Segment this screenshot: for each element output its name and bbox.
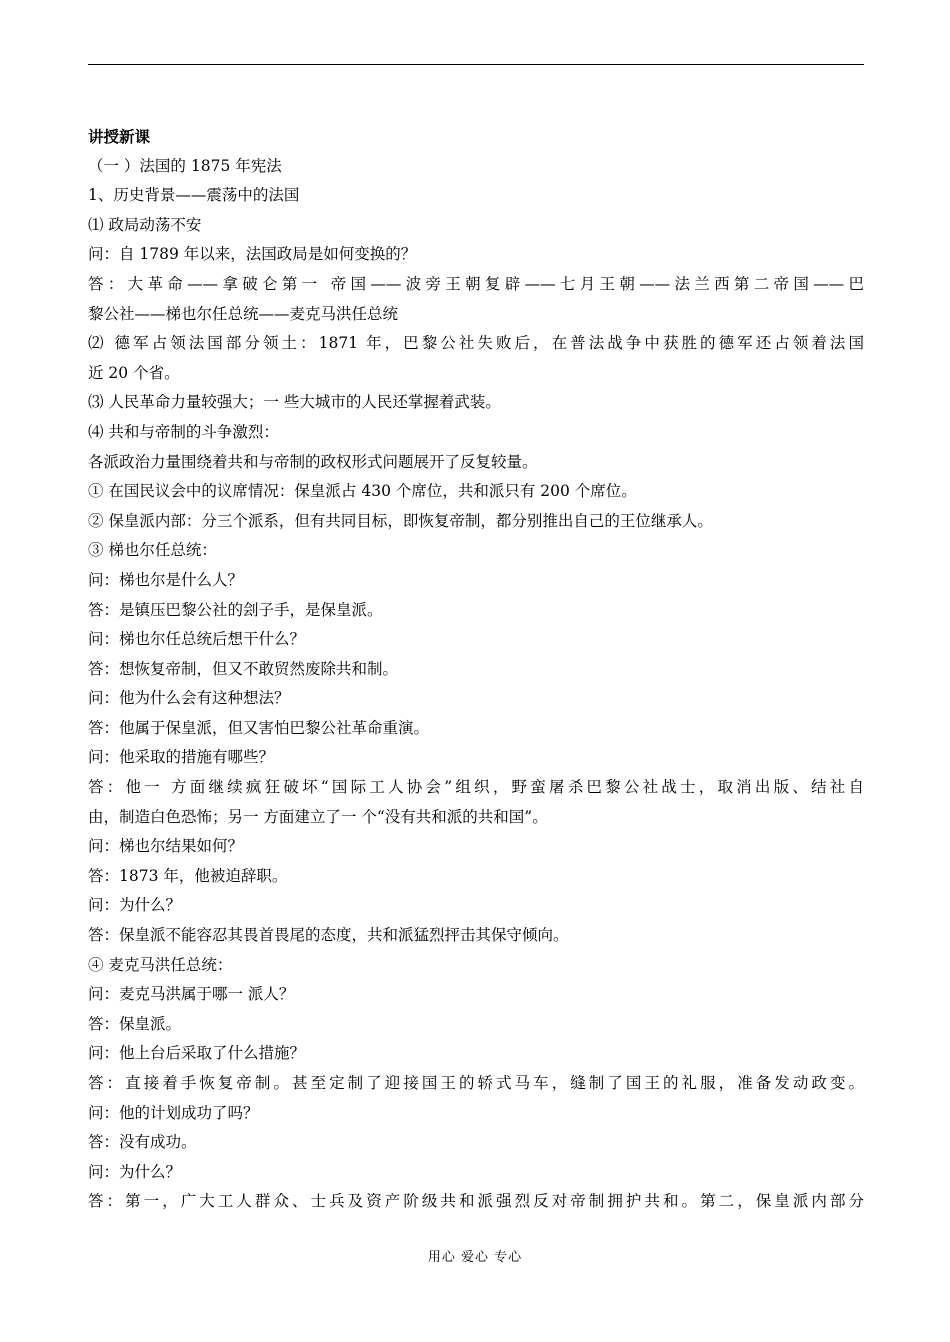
text-line: 答：想恢复帝制，但又不敢贸然废除共和制。 [88, 659, 399, 678]
text-line: 答：1873 年，他被迫辞职。 [88, 866, 288, 885]
text-line: 问：梯也尔是什么人？ [88, 570, 244, 589]
text-line: 答：大革命——拿破仑第一 帝国——波旁王朝复辟——七月王朝——法兰西第二帝国——巴 [88, 274, 864, 293]
text-line: ③ 梯也尔任总统： [88, 541, 217, 560]
document-body [88, 122, 864, 1217]
text-line: 问：自 1789 年以来，法国政局是如何变换的？ [88, 245, 417, 264]
text-line: ⑵ 德军占领法国部分领土：1871 年，巴黎公社失败后，在普法战争中获胜的德军还占领着法国 [88, 334, 864, 353]
text-line: 黎公社——梯也尔任总统——麦克马洪任总统 [88, 304, 399, 323]
text-line: 1、历史背景——震荡中的法国 [88, 186, 300, 205]
text-line: 问：梯也尔结果如何？ [88, 837, 244, 856]
text-line: 答：是镇压巴黎公社的刽子手，是保皇派。 [88, 600, 383, 619]
text-line: ⑴ 政局动荡不安 [88, 215, 202, 234]
text-line: ④ 麦克马洪任总统： [88, 955, 233, 974]
text-line: ① 在国民议会中的议席情况：保皇派占 430 个席位，共和派只有 200 个席位。 [88, 482, 637, 501]
text-line: 答：直接着手恢复帝制。甚至定制了迎接国王的轿式马车，缝制了国王的礼服，准备发动政变。 [88, 1074, 864, 1092]
text-line: 问：他采取的措施有哪些？ [88, 748, 275, 767]
text-line: （一 ）法国的 1875 年宪法 [88, 156, 282, 175]
text-line: 由，制造白色恐怖；另一 方面建立了一 个“没有共和派的共和国”。 [88, 807, 548, 826]
text-line: 问：他的计划成功了吗？ [88, 1103, 259, 1122]
text-line: ⑷ 共和与帝制的斗争激烈： [88, 422, 279, 441]
text-line: ⑶ 人民革命力量较强大；一 些大城市的人民还掌握着武装。 [88, 393, 501, 412]
text-line: 答：没有成功。 [88, 1133, 197, 1152]
text-line: 近 20 个省。 [88, 363, 180, 382]
section-heading: 讲授新课 [88, 127, 151, 146]
text-line: 答：第一，广大工人群众、士兵及资产阶级共和派强烈反对帝制拥护共和。第二，保皇派内部分 [88, 1192, 864, 1211]
text-line: 问：麦克马洪属于哪一 派人？ [88, 985, 295, 1004]
text-line: 各派政治力量围绕着共和与帝制的政权形式问题展开了反复较量。 [88, 452, 538, 471]
text-line: 问：他为什么会有这种想法？ [88, 689, 290, 708]
header-rule [88, 64, 864, 65]
text-line: 答：他属于保皇派，但又害怕巴黎公社革命重演。 [88, 718, 430, 737]
text-line: 答：保皇派。 [88, 1014, 182, 1033]
text-line: 问：他上台后采取了什么措施？ [88, 1044, 306, 1063]
text-line: 答：他一 方面继续疯狂破坏“国际工人协会”组织，野蛮屠杀巴黎公社战士，取消出版、结社自 [88, 778, 864, 797]
text-line: 问：为什么？ [88, 896, 182, 915]
text-line: ② 保皇派内部：分三个派系，但有共同目标，即恢复帝制，都分别推出自己的王位继承人。 [88, 511, 713, 530]
page-footer: 用心 爱心 专心 [427, 1250, 523, 1265]
text-line: 答：保皇派不能容忍其畏首畏尾的态度，共和派猛烈抨击其保守倾向。 [88, 926, 569, 945]
text-line: 问：梯也尔任总统后想干什么？ [88, 630, 306, 649]
text-line: 问：为什么？ [88, 1162, 182, 1181]
